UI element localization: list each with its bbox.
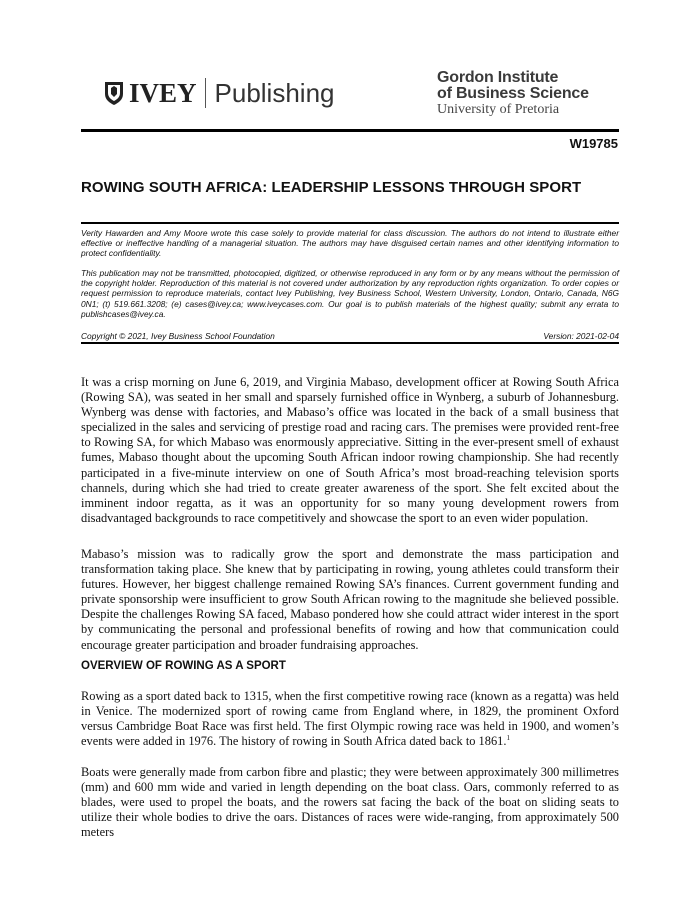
copyright-text: Copyright © 2021, Ivey Business School Foundation xyxy=(81,331,275,341)
publishing-wordmark: Publishing xyxy=(214,78,335,108)
gibs-logo-line-2: of Business Science xyxy=(437,85,589,102)
section-heading-overview: OVERVIEW OF ROWING AS A SPORT xyxy=(81,660,286,672)
reproduction-notice: This publication may not be transmitted, photocopied, digitized, or otherwise reproduced in any form or by any means without the permission of the copyright holder. Reproduction of this material is not covered under authorization by any reproduction rights organization. To order copies or request permission to reproduce materials, contact Ivey Publishing, Ivey Business School, Western University, London, Ontario, Canada, N6G 0N1; (t) 519.661.3208; (e) cases@ivey.ca; www.iveycases.com. Our goal is to publish materials of the highest quality; submit any errata to publishcases@ivey.ca. xyxy=(81,268,619,319)
case-number: W19785 xyxy=(569,136,618,151)
copyright-row xyxy=(81,331,619,341)
gibs-logo xyxy=(437,70,637,118)
ivey-publishing-logo xyxy=(103,76,335,110)
paragraph-3-text: Rowing as a sport dated back to 1315, when the first competitive rowing race (known as a regatta) was held in Venice. The modernized sport of rowing came from England where, in 1829, the prominent Oxford versus Cambridge Boat Race was first held. The first Olympic rowing race was held in 1900, and women’s events were added in 1976. The history of rowing in South Africa dated back to 1861. xyxy=(81,689,619,749)
version-text: Version: 2021-02-04 xyxy=(543,331,619,341)
body-paragraph-1: It was a crisp morning on June 6, 2019, and Virginia Mabaso, development officer at Rowing South Africa (Rowing SA), was seated in her small and sparsely furnished office in Wynberg, a suburb of Johannesburg. Wynberg was dense with factories, and Mabaso’s office was located in the back of a small business that specialized in the sales and servicing of prestige road and racing cars. The premises were provided rent-free to Rowing SA, for which Mabaso was enormously appreciative. Sitting in the ever-present smell of exhaust fumes, Mabaso thought about the upcoming South African indoor rowing championship. She had recently participated in a five-minute interview on one of South Africa’s most broad-reaching television sports channels, during which she had tried to create greater awareness of the sport. She felt excited about the imminent indoor regatta, as it was an opportunity for so many young development rowers from disadvantaged backgrounds to race competitively and showcase the sport to an even wider population. xyxy=(81,375,619,525)
ivey-wordmark: IVEY xyxy=(129,77,197,108)
header-rule xyxy=(81,129,619,132)
footnote-marker[interactable]: 1 xyxy=(506,734,510,743)
authors-disclaimer: Verity Hawarden and Amy Moore wrote this case solely to provide material for class discussion. The authors do not intend to illustrate either effective or ineffective handling of a managerial situation. The authors may have disguised certain names and other identifying information to protect confidentiality. xyxy=(81,228,619,259)
gibs-logo-line-3: University of Pretoria xyxy=(437,102,560,117)
gibs-logo-line-1: Gordon Institute xyxy=(437,69,559,86)
body-paragraph-2: Mabaso’s mission was to radically grow the sport and demonstrate the mass participation and transformation taking place. She knew that by participating in rowing, young athletes could transform their futures. However, her biggest challenge remained Rowing SA’s finances. Current government funding and private sponsorship were insufficient to grow South African rowing to the magnitude she believed possible. Despite the challenges Rowing SA faced, Mabaso pondered how she could attract wider interest in the sport by communicating the personal and professional benefits of rowing and how that communication could encourage greater participation and broader fundraising approaches. xyxy=(81,547,619,652)
ivey-crest-icon xyxy=(103,80,125,106)
disclaimer-bottom-rule xyxy=(81,342,619,344)
disclaimer-top-rule xyxy=(81,222,619,224)
case-title: ROWING SOUTH AFRICA: LEADERSHIP LESSONS THROUGH SPORT xyxy=(81,179,582,196)
body-paragraph-4: Boats were generally made from carbon fibre and plastic; they were between approximately 300 millimetres (mm) and 600 mm wide and varied in length depending on the boat class. Oars, commonly referred to as blades, were used to propel the boats, and the rowers sat facing the back of the boat on sliding seats to utilize their whole bodies to drive the oars. Distances of races were wide-ranging, from approximately 500 meters xyxy=(81,765,619,840)
body-paragraph-3 xyxy=(81,689,619,749)
logo-divider xyxy=(205,78,206,108)
